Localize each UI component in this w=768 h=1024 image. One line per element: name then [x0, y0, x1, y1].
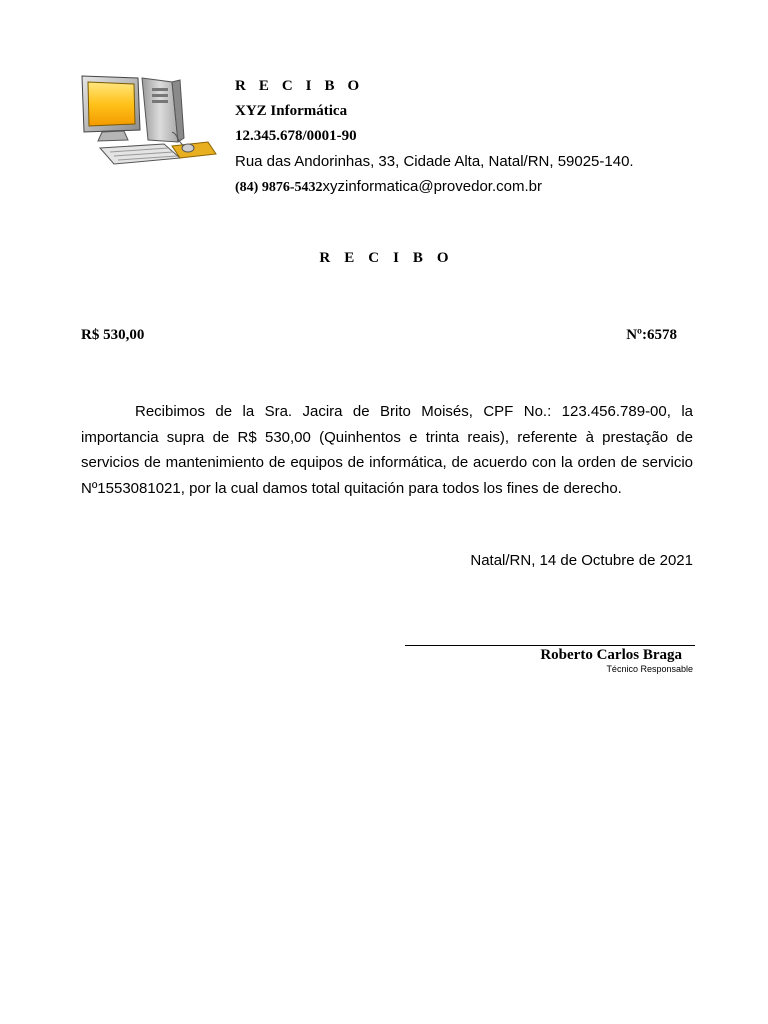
company-address: Rua das Andorinhas, 33, Cidade Alta, Natal/RN, 59025-140. [235, 153, 634, 170]
company-contact [235, 174, 735, 199]
company-header [235, 74, 735, 199]
signature-line [405, 645, 695, 646]
company-email: xyzinformatica@provedor.com.br [322, 178, 542, 195]
signatory-name: Roberto Carlos Braga [540, 647, 682, 663]
receipt-amount: R$ 530,00 [81, 327, 145, 343]
signatory-role: Técnico Responsable [606, 664, 693, 674]
receipt-body: Recibimos de la Sra. Jacira de Brito Moisés, CPF No.: 123.456.789-00, la importancia supra de R$ 530,00 (Quinhentos e trinta reais), referente à prestação de servicios de mantenimiento de equipos de informática, de acuerdo con la orden de servicio Nº1553081021, por la cual damos total quitación para todos los fines de derecho. [81, 403, 693, 497]
company-name: XYZ Informática [235, 103, 348, 119]
company-cnpj: 12.345.678/0001-90 [235, 128, 357, 144]
receipt-number: Nº:6578 [626, 327, 677, 343]
header-recibo-label: RECIBO [235, 78, 373, 94]
place-date: Natal/RN, 14 de Octubre de 2021 [470, 552, 693, 569]
company-phone: (84) 9876-5432 [235, 180, 323, 195]
desktop-computer-icon [80, 74, 220, 172]
document-title: RECIBO [319, 250, 463, 266]
